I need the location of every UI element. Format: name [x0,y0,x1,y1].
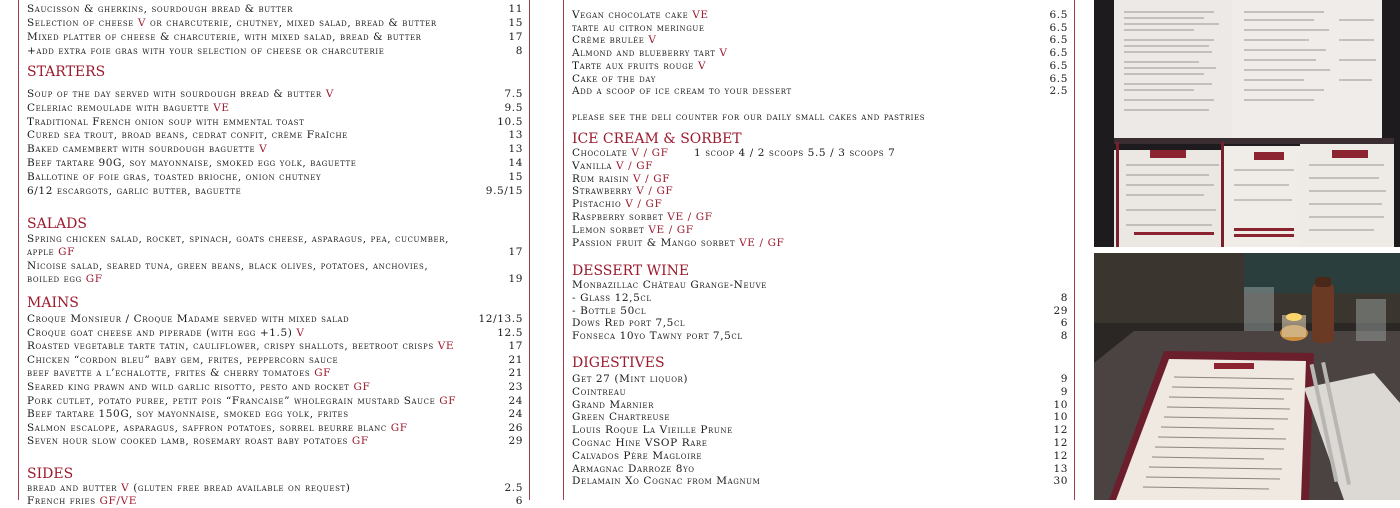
item-name: Fonseca 10yo Tawny port 7,5cl [572,330,743,343]
item-name: Selection of cheese V or charcuterie, chutney, mixed salad, bread & butter [27,17,437,29]
menu-item [27,128,523,142]
item-price: 2.5 [1049,85,1068,98]
menu-item [27,101,523,115]
item-name: French fries GF/VE [27,495,137,507]
menu-item [572,84,1068,98]
menu-item [27,245,523,259]
item-price: 10 [1053,411,1068,424]
item-name: Delamain Xo Cognac from Magnum [572,475,761,488]
item-price: 6.5 [1049,9,1068,21]
item-name: Strawberry V / GF [572,185,674,198]
item-name: Baked camembert with sourdough baguette V [27,143,268,156]
item-price: 17 [508,31,523,43]
item-price: 12/13.5 [478,313,523,325]
item-price: 17 [508,246,523,258]
item-price: 24 [508,408,523,421]
item-price: 13 [508,143,523,156]
item-name: apple GF [27,246,76,258]
diet-tag: VE / GF [739,236,785,249]
item-name: Soup of the day served with sourdough bread & butter V [27,88,334,100]
item-name: beef bavette a l’echalotte, frites & cherry tomatoes GF [27,367,332,380]
diet-tag: GF/VE [99,495,137,507]
menu-item-line [27,259,523,273]
diet-tag: GF [58,246,76,258]
menu-page-mains [18,0,530,507]
menu-board-photo [1094,0,1400,247]
diet-tag: VE [437,340,455,353]
item-name: Mixed platter of cheese & charcuterie, with mixed salad, bread & butter [27,31,422,43]
diet-tag: V [719,47,728,60]
item-price: 13 [1053,462,1068,475]
item-name: Saucisson & gherkins, sourdough bread & butter [27,3,293,15]
section-heading-salads: SALADS [27,216,87,232]
item-name: Monbazillac Château Grange-Neuve [572,279,768,291]
item-price: 15 [508,170,523,183]
item-price: 19 [508,273,523,285]
section-heading-digestives: DIGESTIVES [572,355,665,371]
item-name: bread and butter V (gluten free bread available on request) [27,482,351,494]
menu-item [27,30,523,44]
item-price: 11 [508,3,523,15]
menu-item [27,394,523,408]
item-price: 15 [508,17,523,29]
item-price: 8 [1060,330,1068,343]
diet-tag: GF [390,421,408,434]
item-name: Cointreau [572,385,627,398]
item-price: 9 [1060,385,1068,398]
section-heading-starters: STARTERS [27,64,106,80]
menu-item [27,16,523,30]
item-name: Chocolate V / GF [572,147,669,159]
menu-item [27,380,523,394]
item-price: 12 [1053,424,1068,437]
menu-item [27,170,523,184]
item-price: 7.5 [504,88,523,100]
menu-item [27,142,523,156]
item-price: 13 [508,129,523,142]
item-name: boiled egg GF [27,273,103,285]
section-heading-mains: MAINS [27,295,79,311]
menu-item [572,236,1068,250]
diet-tag: GF [85,273,103,285]
menu-item [27,494,523,508]
menu-page-desserts [563,0,1075,500]
diet-tag: V [259,143,268,156]
menu-item [27,481,523,495]
item-name: Nicoise salad, seared tuna, green beans, black olives, potatoes, anchovies, [27,260,429,272]
item-name: Green Chartreuse [572,411,671,424]
diet-tag: VE [692,9,709,21]
item-name: Roasted vegetable tarte tatin, cauliflower, crispy shallots, beetroot crisps VE [27,340,455,353]
diet-tag: V / GF [625,198,663,211]
item-price: 9.5 [504,101,523,114]
menu-item [27,434,523,448]
item-name: tarte au citron meringue [572,21,705,34]
diet-tag: VE [213,101,230,114]
item-name: Croque goat cheese and piperade (with egg +1.5) V [27,326,305,339]
menu-item [27,421,523,435]
item-name: Pistachio V / GF [572,198,663,211]
item-name: Salmon escalope, asparagus, saffron potatoes, sorrel beurre blanc GF [27,421,408,434]
item-price: 12 [1053,437,1068,449]
item-price: 26 [508,421,523,434]
item-name: Traditional French onion soup with emmental toast [27,115,305,128]
item-price: 6.5 [1049,34,1068,47]
item-name: Seven hour slow cooked lamb, rosemary roast baby potatoes GF [27,435,369,448]
item-name: Croque Monsieur / Croque Madame served with mixed salad [27,313,350,325]
section-heading-dessert-wine: DESSERT WINE [572,263,690,279]
table-setting-photo [1094,253,1400,500]
deli-note: please see the deli counter for our daily small cakes and pastries [572,111,926,123]
table-setting-illustration [1094,253,1400,500]
item-name: Ballotine of foie gras, toasted brioche, onion chutney [27,170,322,183]
item-name: Celeriac remoulade with baguette VE [27,101,230,114]
item-name: Raspberry sorbet VE / GF [572,211,713,223]
menu-item [27,87,523,101]
menu-item [27,44,523,58]
section-heading-ice-cream: ICE CREAM & SORBET [572,131,742,147]
menu-item [27,115,523,129]
menu-item-line [27,232,523,246]
ice-cream-pricing: 1 scoop 4 / 2 scoops 5.5 / 3 scoops 7 [694,147,896,159]
item-name: Chicken “cordon bleu” baby gem, frites, peppercorn sauce [27,353,339,366]
item-name: Spring chicken salad, rocket, spinach, goats cheese, asparagus, pea, cucumber, [27,233,450,245]
diet-tag: V [121,482,130,494]
item-price: 6.5 [1049,21,1068,34]
diet-tag: V [648,34,657,47]
menu-item [27,366,523,380]
item-name: Get 27 (Mint liquor) [572,373,689,385]
menu-item [27,272,523,286]
item-price: 12 [1053,449,1068,462]
menu-item [27,2,523,16]
item-price: 2.5 [504,482,523,494]
item-name: - Bottle 50cl [572,304,647,317]
item-name: Louis Roque La Vieille Prune [572,424,733,437]
item-price: 8 [515,45,523,57]
item-name: 6/12 escargots, garlic butter, baguette [27,184,242,197]
item-price: 21 [508,353,523,366]
menu-item [27,184,523,198]
item-price: 6.5 [1049,59,1068,72]
item-price: 6.5 [1049,72,1068,85]
menu-item [572,474,1068,488]
item-price: 23 [508,381,523,393]
diet-tag: GF [351,435,369,448]
item-name: - Glass 12,5cl [572,291,652,304]
item-price: 6 [515,495,523,507]
item-name: Dows Red port 7,5cl [572,317,686,330]
menu-item [27,353,523,367]
item-price: 10.5 [497,115,523,128]
item-name: Cognac Hine VSOP Rare [572,437,708,449]
item-name: Vegan chocolate cake VE [572,9,709,21]
diet-tag: V [137,17,147,29]
menu-item [27,326,523,340]
item-name: Vanilla V / GF [572,159,654,172]
item-price: 12.5 [497,326,523,339]
diet-tag: GF [314,367,332,380]
diet-tag: V [296,326,305,339]
diet-tag: VE / GF [667,211,713,223]
item-price: 10 [1053,398,1068,411]
item-name: Almond and blueberry tart V [572,47,728,60]
diet-tag: V [697,59,707,72]
diet-tag: GF [439,394,457,407]
diet-tag: V / GF [631,147,669,159]
item-name: Lemon sorbet VE / GF [572,223,694,236]
item-name: Rum raisin V / GF [572,172,671,185]
item-price: 17 [508,340,523,353]
item-price: 29 [508,435,523,448]
item-price: 6 [1060,317,1068,330]
diet-tag: VE / GF [648,223,694,236]
item-name: Grand Marnier [572,398,654,411]
item-price: 29 [1053,304,1068,317]
item-name: Beef tartare 150G, soy mayonnaise, smoked egg yolk, frites [27,408,349,421]
item-name: Cured sea trout, broad beans, cedrat confit, crème Fraîche [27,129,348,142]
menu-item [27,312,523,326]
item-price: 6.5 [1049,47,1068,60]
item-name: Cake of the day [572,72,656,85]
menu-board-illustration [1094,0,1400,247]
diet-tag: V / GF [636,185,674,198]
item-price: 30 [1053,475,1068,488]
item-price: 24 [508,394,523,407]
menu-item [27,156,523,170]
diet-tag: GF [353,381,371,393]
menu-item [27,407,523,421]
item-name: Passion fruit & Mango sorbet VE / GF [572,236,785,249]
item-price: 21 [508,367,523,380]
item-name: +add extra foie gras with your selection of cheese or charcuterie [27,45,385,57]
item-name: Add a scoop of ice cream to your dessert [572,85,792,98]
section-heading-sides: SIDES [27,466,74,482]
item-price: 8 [1060,291,1068,304]
item-name: Armagnac Darroze 8yo [572,462,695,475]
menu-item [27,339,523,353]
item-name: Seared king prawn and wild garlic risotto, pesto and rocket GF [27,381,371,393]
diet-tag: V / GF [633,172,671,185]
menu-item [572,329,1068,343]
item-price: 9.5/15 [485,184,523,197]
item-price: 9 [1060,373,1068,385]
item-name: Calvados Père Magloire [572,449,703,462]
item-name: Pork cutlet, potato puree, petit pois “Francaise” wholegrain mustard Sauce GF [27,394,457,407]
item-name: Beef tartare 90G, soy mayonnaise, smoked egg yolk, baguette [27,157,357,169]
item-name: Crème brulée V [572,34,657,47]
diet-tag: V [325,88,334,100]
item-price: 14 [508,157,523,169]
diet-tag: V / GF [616,159,654,172]
item-name: Tarte aux fruits rouge V [572,59,707,72]
